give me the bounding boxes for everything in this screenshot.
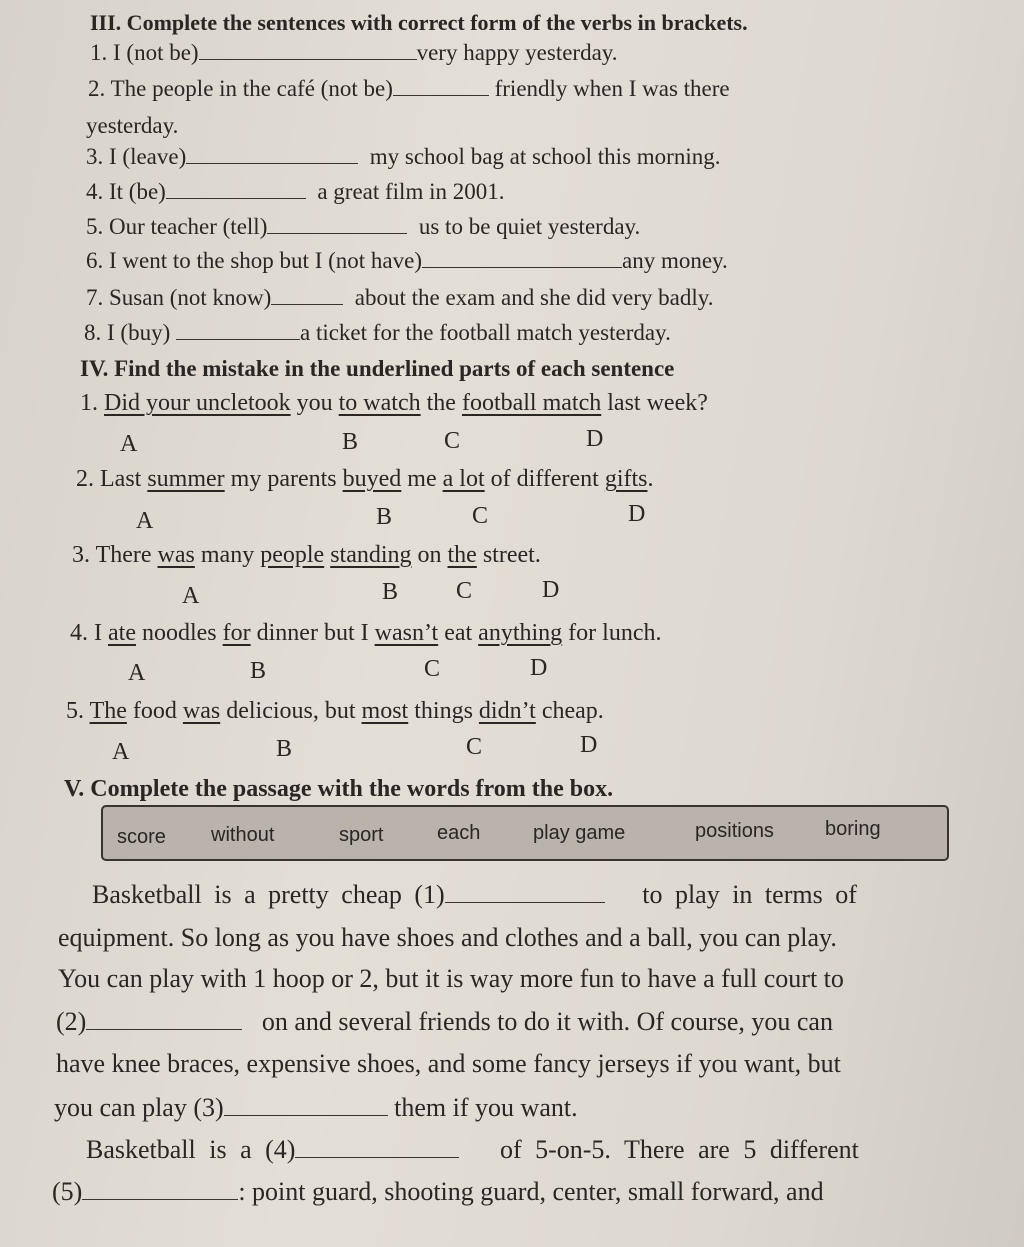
q5-part-a[interactable]: The xyxy=(89,698,127,724)
q5-letter-a: A xyxy=(112,739,130,765)
answer-blank-6[interactable] xyxy=(422,247,622,268)
q4-letter-a: A xyxy=(128,660,146,686)
q2-letter-a: A xyxy=(136,508,154,534)
s4-question-5: 5. The food was delicious, but most things didn’t cheap. xyxy=(66,698,604,724)
q5-letter-c: C xyxy=(466,734,483,760)
word-box xyxy=(101,805,949,861)
q3-part-d[interactable]: the xyxy=(447,542,477,568)
q1-part-d[interactable]: football match xyxy=(461,390,602,416)
q5-letter-b: B xyxy=(276,736,293,762)
q1-letter-d: D xyxy=(586,426,604,452)
s3-item-5: 5. Our teacher (tell) us to be quiet yesterday. xyxy=(86,214,641,239)
q5-part-c[interactable]: most xyxy=(361,698,409,724)
s4-question-1: 1. Did your uncletook you to watch the football match last week? xyxy=(80,390,708,416)
passage-blank-3[interactable] xyxy=(224,1093,388,1116)
q2-letter-b: B xyxy=(376,504,393,530)
s3-item-8: 8. I (buy) a ticket for the football match yesterday. xyxy=(84,320,671,345)
q5-letter-d: D xyxy=(580,732,598,758)
q4-letter-d: D xyxy=(530,655,548,681)
passage-line-5: have knee braces, expensive shoes, and some fancy jerseys if you want, but xyxy=(56,1049,841,1078)
s4-question-2: 2. Last summer my parents buyed me a lot of different gifts. xyxy=(76,466,654,492)
q3-letter-d: D xyxy=(542,577,560,603)
s3-item-2-cont: yesterday. xyxy=(86,113,179,138)
q5-part-b[interactable]: was xyxy=(182,698,221,724)
q4-part-d[interactable]: anything xyxy=(478,620,563,646)
word-positions: positions xyxy=(695,820,774,842)
q2-letter-d: D xyxy=(628,501,646,527)
q4-letter-c: C xyxy=(424,656,441,682)
q1-letter-b: B xyxy=(342,429,359,455)
q2-letter-c: C xyxy=(472,503,489,529)
s4-question-3: 3. There was many people standing on the street. xyxy=(72,542,541,568)
q4-part-b[interactable]: for xyxy=(222,620,251,646)
q3-part-c[interactable]: standing xyxy=(330,542,412,568)
word-score: score xyxy=(117,826,166,848)
passage-blank-5[interactable] xyxy=(82,1177,238,1200)
q1-part-b[interactable]: took xyxy=(247,390,291,416)
q2-part-d[interactable]: gifts xyxy=(604,466,648,492)
section-5-title: V. Complete the passage with the words from the box. xyxy=(64,776,614,802)
q2-part-b[interactable]: buyed xyxy=(342,466,402,492)
passage-blank-2[interactable] xyxy=(86,1007,242,1030)
q2-part-a[interactable]: summer xyxy=(147,466,225,492)
word-play-game: play game xyxy=(533,822,626,844)
s3-item-6: 6. I went to the shop but I (not have) any money. xyxy=(86,248,728,273)
q3-letter-b: B xyxy=(382,579,399,605)
s3-item-2: 2. The people in the café (not be) friendly when I was there xyxy=(88,76,730,101)
answer-blank-2[interactable] xyxy=(393,75,489,96)
answer-blank-7[interactable] xyxy=(271,284,343,305)
q3-part-b[interactable]: people xyxy=(260,542,325,568)
answer-blank-1[interactable] xyxy=(199,39,417,60)
word-without: without xyxy=(211,824,275,846)
passage-line-6: you can play (3) them if you want. xyxy=(54,1093,578,1122)
q3-letter-a: A xyxy=(182,583,200,609)
passage-line-3: You can play with 1 hoop or 2, but it is way more fun to have a full court to xyxy=(58,964,844,993)
word-boring: boring xyxy=(825,818,881,840)
q4-part-a[interactable]: ate xyxy=(108,620,136,646)
passage-line-2: equipment. So long as you have shoes and clothes and a ball, you can play. xyxy=(58,923,837,952)
s3-item-7: 7. Susan (not know) about the exam and she did very badly. xyxy=(86,285,714,310)
answer-blank-8[interactable] xyxy=(176,319,300,340)
q4-letter-b: B xyxy=(250,658,267,684)
answer-blank-4[interactable] xyxy=(166,178,306,199)
section-4-title: IV. Find the mistake in the underlined parts of each sentence xyxy=(80,356,675,381)
passage-line-1: Basketball is a pretty cheap (1) to play in terms of xyxy=(92,880,857,909)
q3-part-a[interactable]: was xyxy=(157,542,195,568)
s3-item-1-prompt: I (not be) xyxy=(113,40,199,65)
q5-part-d[interactable]: didn’t xyxy=(478,698,536,724)
passage-line-7: Basketball is a (4) of 5-on-5. There are 5 different xyxy=(86,1135,859,1164)
q1-part-c[interactable]: to watch xyxy=(338,390,421,416)
passage-blank-4[interactable] xyxy=(295,1135,459,1158)
passage-line-4: (2) on and several friends to do it with. Of course, you can xyxy=(56,1007,833,1036)
passage-blank-1[interactable] xyxy=(445,880,605,903)
answer-blank-5[interactable] xyxy=(267,213,407,234)
word-each: each xyxy=(437,822,481,844)
q2-part-c[interactable]: a lot xyxy=(442,466,485,492)
word-sport: sport xyxy=(339,824,384,846)
q1-part-a[interactable]: Did xyxy=(104,390,140,416)
q3-letter-c: C xyxy=(456,578,473,604)
s3-item-3: 3. I (leave) my school bag at school this morning. xyxy=(86,144,721,169)
answer-blank-3[interactable] xyxy=(186,143,358,164)
section-3-title: III. Complete the sentences with correct form of the verbs in brackets. xyxy=(90,10,748,35)
s3-item-4: 4. It (be) a great film in 2001. xyxy=(86,179,505,204)
s4-question-4: 4. I ate noodles for dinner but I wasn’t eat anything for lunch. xyxy=(70,620,662,646)
s3-item-1: 1. I (not be) very happy yesterday. xyxy=(90,40,618,65)
passage-line-8: (5) : point guard, shooting guard, center, small forward, and xyxy=(52,1177,824,1206)
q1-letter-a: A xyxy=(120,431,138,457)
q1-letter-c: C xyxy=(444,428,461,454)
q4-part-c[interactable]: wasn’t xyxy=(374,620,439,646)
